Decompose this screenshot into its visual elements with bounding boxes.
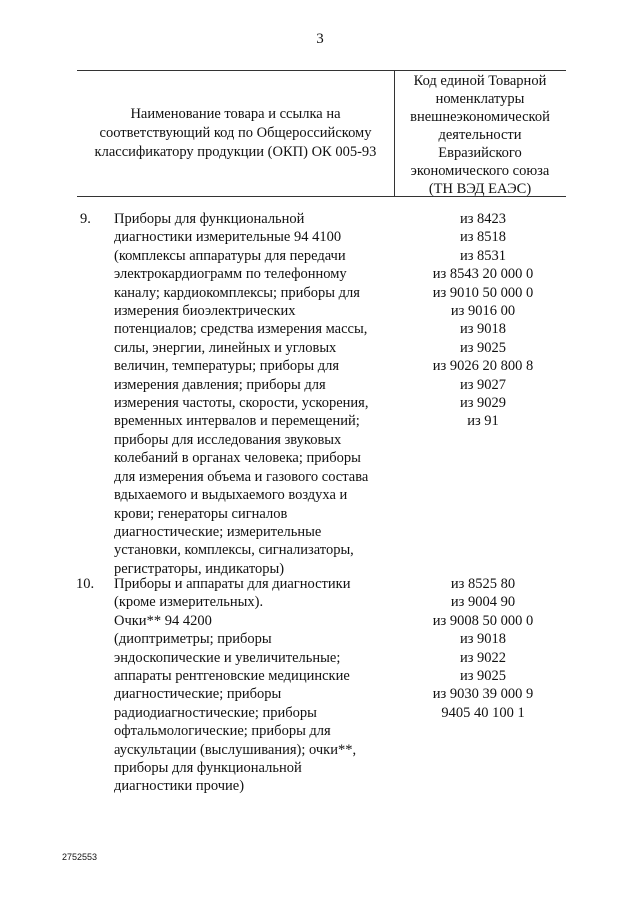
code-entry: из 9025	[459, 668, 507, 685]
code-entry: из 9018	[459, 321, 507, 338]
code-entry: из 8518	[459, 229, 507, 246]
code-entry: из 9010 50 000 0	[432, 284, 534, 301]
code-entry: из 9016 00	[450, 303, 516, 320]
description-line: приборы для функциональной	[114, 760, 302, 777]
description-line: временных интервалов и перемещений;	[114, 413, 360, 430]
code-entry: из 9026 20 800 8	[432, 358, 534, 375]
description-line: диагностики измерительные 94 4100	[114, 229, 342, 246]
header-code-line: (ТН ВЭД ЕАЭС)	[428, 181, 532, 197]
description-line: Очки** 94 4200	[114, 612, 212, 629]
table-top-rule	[77, 70, 566, 71]
code-entry: из 8531	[459, 247, 507, 264]
description-line: измерения давления; приборы для	[114, 376, 326, 393]
description-line: Приборы для функциональной	[114, 211, 305, 227]
header-code-column	[394, 72, 566, 198]
description-line: силы, энергии, линейных и угловых	[114, 339, 337, 356]
description-line: потенциалов; средства измерения массы,	[114, 321, 368, 338]
description-line: для измерения объема и газового состава	[114, 468, 369, 485]
code-entry: из 9027	[459, 376, 507, 393]
header-name-line: соответствующий код по Общероссийскому	[99, 125, 372, 141]
description-line: диагностические; приборы	[114, 686, 282, 703]
code-entry: из 9030 39 000 9	[432, 686, 534, 703]
description-line: крови; генераторы сигналов	[114, 505, 288, 522]
description-line: эндоскопические и увеличительные;	[114, 649, 341, 666]
header-code-line: Евразийского	[438, 145, 522, 161]
description-line: диагностики прочие)	[114, 778, 245, 795]
code-entry: из 8423	[459, 211, 507, 227]
code-entry: из 9008 50 000 0	[432, 612, 534, 629]
header-name-column	[77, 105, 394, 162]
code-entry: 9405 40 100 1	[441, 704, 525, 721]
header-code-line: внешнеэкономической	[410, 109, 550, 125]
description-line: установки, комплексы, сигнализаторы,	[114, 542, 354, 559]
description-line: каналу; кардиокомплексы; приборы для	[114, 284, 360, 301]
code-entry: из 8543 20 000 0	[432, 266, 534, 283]
description-line: измерения частоты, скорости, ускорения,	[114, 395, 369, 412]
row-description	[114, 210, 394, 578]
row-number: 10.	[76, 576, 95, 592]
description-line: измерения биоэлектрических	[114, 303, 296, 320]
description-line: вдыхаемого и выдыхаемого воздуха и	[114, 487, 348, 504]
description-line: аускультации (выслушивания); очки**,	[114, 741, 357, 758]
code-entry: из 91	[467, 413, 499, 430]
description-line: аппараты рентгеновские медицинские	[114, 668, 350, 685]
header-code-line: номенклатуры	[435, 91, 525, 107]
code-entry: из 9025	[459, 339, 507, 356]
description-line: диагностические; измерительные	[114, 523, 322, 540]
code-entry: из 9004 90	[450, 594, 516, 611]
row-codes	[400, 210, 566, 431]
description-line: регистраторы, индикаторы)	[114, 560, 285, 577]
header-name-line: классификатору продукции (ОКП) ОК 005-93	[94, 144, 377, 160]
description-line: радиодиагностические; приборы	[114, 704, 317, 721]
document-id: 2752553	[62, 852, 98, 862]
description-line: величин, температуры; приборы для	[114, 358, 340, 375]
description-line: (комплексы аппаратуры для передачи	[114, 247, 346, 264]
header-code-line: Код единой Товарной	[413, 73, 547, 89]
description-line: электрокардиограмм по телефонному	[114, 266, 347, 283]
description-line: колебаний в органах человека; приборы	[114, 450, 361, 467]
description-line: приборы для исследования звуковых	[114, 431, 342, 448]
code-entry: из 9029	[459, 395, 507, 412]
header-code-line: деятельности	[438, 127, 522, 143]
code-entry: из 9018	[459, 631, 507, 648]
row-number: 9.	[80, 211, 91, 227]
description-line: (кроме измерительных).	[114, 594, 264, 611]
row-description	[114, 575, 394, 796]
header-name-line: Наименование товара и ссылка на	[130, 106, 341, 122]
description-line: Приборы и аппараты для диагностики	[114, 576, 351, 592]
description-line: (диоптриметры; приборы	[114, 631, 272, 648]
code-entry: из 8525 80	[450, 576, 516, 592]
header-code-line: экономического союза	[410, 163, 550, 179]
description-line: офтальмологические; приборы для	[114, 723, 331, 740]
code-entry: из 9022	[459, 649, 507, 666]
row-codes	[400, 575, 566, 722]
page-number: 3	[316, 31, 324, 47]
